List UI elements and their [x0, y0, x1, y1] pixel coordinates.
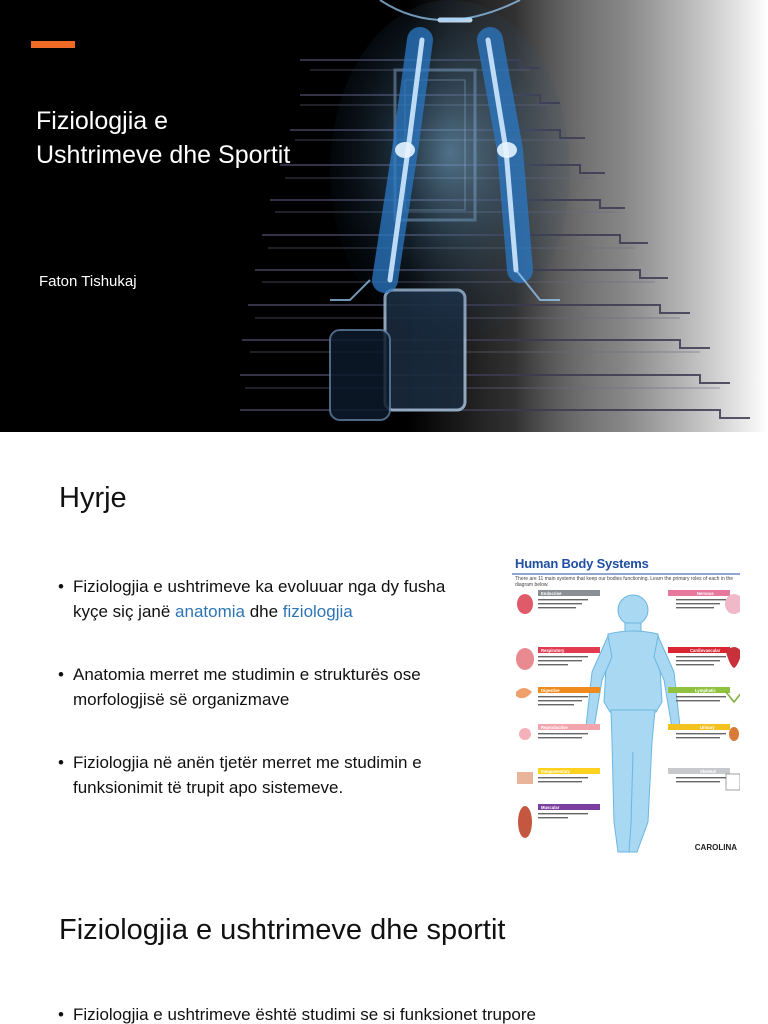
accent-bar	[31, 41, 75, 48]
system-label: Skeletal	[700, 768, 716, 774]
link-anatomia[interactable]: anatomia	[175, 602, 245, 621]
bullet-item: • Fiziologjia e ushtrimeve është studimi se si funksionet trupore	[57, 1002, 768, 1024]
slide-2-content[interactable]	[0, 432, 768, 1024]
slide-heading: Hyrje	[59, 482, 127, 514]
system-label: Reproductive	[541, 724, 568, 730]
bullet-text: Fiziologjia në anën tjetër merret me studimin e funksionimit të trupit apo sistemeve.	[73, 753, 422, 797]
bullet-text: Fiziologjia e ushtrimeve ka evoluuar nga dy fusha kyçe siç janë	[73, 577, 446, 621]
system-label: Endocrine	[541, 590, 562, 596]
section-heading: Fiziologjia e ushtrimeve dhe sportit	[59, 914, 506, 946]
system-label: Urinary	[700, 724, 715, 730]
system-label: Respiratory	[541, 647, 565, 653]
system-label: Lymphatic	[695, 687, 716, 693]
human-body-systems-poster	[512, 552, 740, 858]
carolina-logo: CAROLINA	[694, 843, 737, 852]
bullet-list	[57, 574, 477, 800]
bullet-text: Anatomia merret me studimin e strukturës ose morfologjisë së organizmave	[73, 665, 421, 709]
system-label: Muscular	[541, 804, 560, 810]
slide-1-title[interactable]	[0, 0, 768, 432]
system-label: Cardiovascular	[690, 647, 721, 653]
system-label: Digestive	[541, 687, 560, 693]
slide-title: Fiziologjia e Ushtrimeve dhe Sportit	[36, 107, 291, 169]
bullet-item	[57, 750, 477, 800]
link-fiziologjia[interactable]: fiziologjia	[282, 602, 353, 621]
poster-subtitle: There are 11 main systems that keep our bodies functioning. Learn the primary roles of each in the diagram below.	[515, 576, 734, 588]
treadmill-runner-xray-image	[0, 0, 768, 432]
bullet-item	[57, 574, 477, 624]
system-label: Nervous	[697, 590, 714, 596]
bullet-text: dhe	[244, 602, 283, 621]
body-systems-diagram	[512, 552, 740, 858]
bullet-item	[57, 662, 477, 712]
system-label: Integumentary	[541, 768, 570, 774]
poster-title: Human Body Systems	[515, 556, 649, 571]
slide-author: Faton Tishukaj	[39, 273, 137, 290]
